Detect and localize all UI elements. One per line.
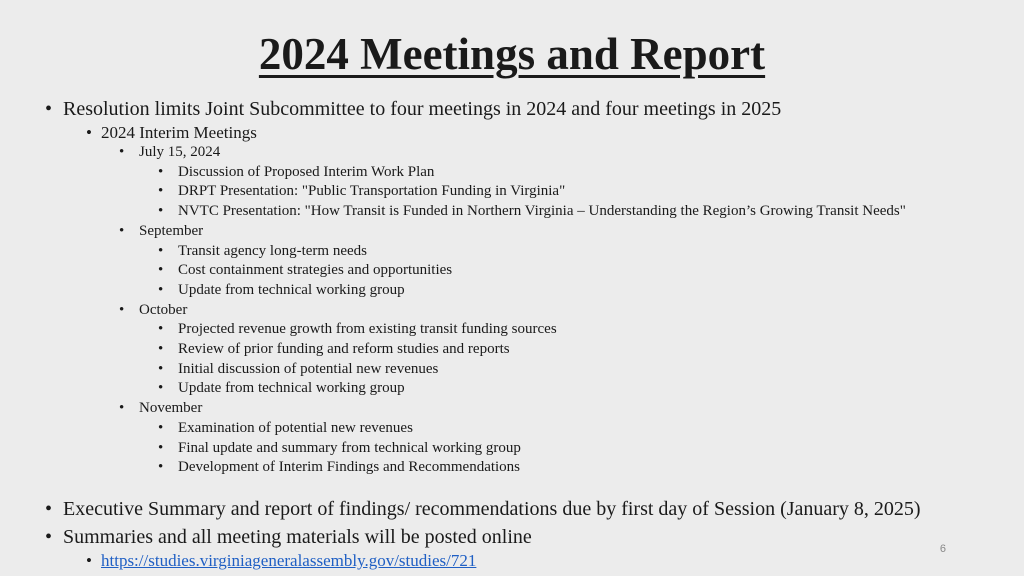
- meeting-item: • Final update and summary from technical working group: [0, 439, 906, 459]
- meeting-item: • Update from technical working group: [0, 281, 906, 301]
- meeting-item: • NVTC Presentation: "How Transit is Funded in Northern Virginia – Understanding the Region’s Growing Transit Needs": [0, 202, 906, 222]
- bullet-link: [0, 551, 921, 571]
- meeting-item: • Initial discussion of potential new revenues: [0, 360, 906, 380]
- bullet-resolution: • Resolution limits Joint Subcommittee to four meetings in 2024 and four meetings in 2025: [0, 95, 906, 123]
- meeting-item: • Cost containment strategies and opportunities: [0, 261, 906, 281]
- agenda-list: [0, 95, 906, 478]
- meeting-item: • Projected revenue growth from existing transit funding sources: [0, 320, 906, 340]
- bullet-executive-summary: • Executive Summary and report of findings/ recommendations due by first day of Session (January 8, 2025): [0, 495, 921, 523]
- meeting-october: • October: [0, 301, 906, 321]
- bullet-interim-meetings: • 2024 Interim Meetings: [0, 123, 906, 143]
- page-number: 6: [939, 543, 946, 555]
- meeting-item: • DRPT Presentation: "Public Transportation Funding in Virginia": [0, 182, 906, 202]
- meeting-item: • Update from technical working group: [0, 379, 906, 399]
- meeting-item: • Review of prior funding and reform studies and reports: [0, 340, 906, 360]
- studies-link[interactable]: https://studies.virginiageneralassembly.gov/studies/721: [101, 551, 477, 570]
- meeting-item: • Examination of potential new revenues: [0, 419, 906, 439]
- meeting-item: • Development of Interim Findings and Recommendations: [0, 458, 906, 478]
- meeting-item: • Transit agency long-term needs: [0, 242, 906, 262]
- meeting-september: • September: [0, 222, 906, 242]
- meeting-item: • Discussion of Proposed Interim Work Plan: [0, 163, 906, 183]
- bullet-summaries-online: • Summaries and all meeting materials will be posted online: [0, 523, 921, 551]
- slide-title: 2024 Meetings and Report: [258, 29, 766, 79]
- meeting-july: • July 15, 2024: [0, 143, 906, 163]
- meeting-november: • November: [0, 399, 906, 419]
- summary-list: [0, 495, 921, 571]
